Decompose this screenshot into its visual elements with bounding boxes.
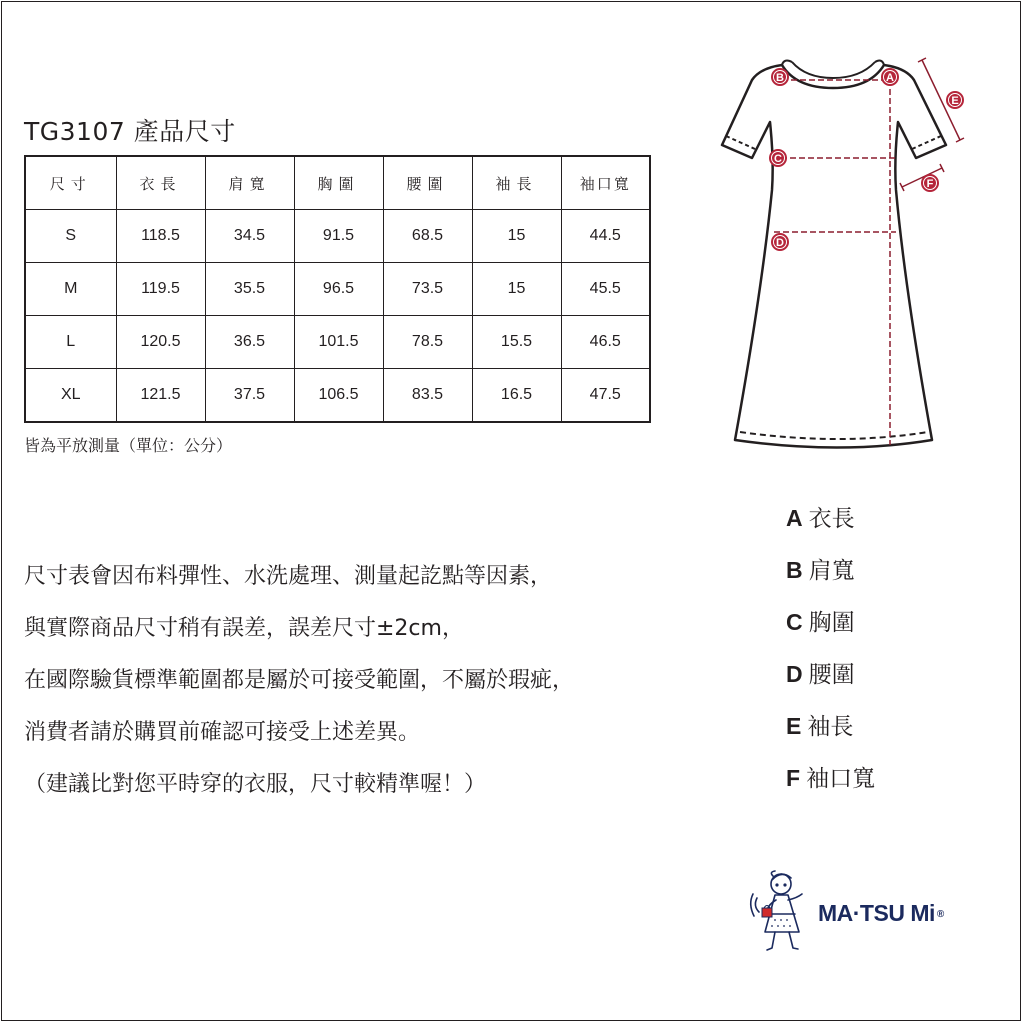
marker-f bbox=[922, 175, 938, 191]
marker-f-label: F bbox=[926, 178, 934, 190]
marker-a bbox=[882, 69, 898, 85]
table-cell: 91.5 bbox=[294, 210, 383, 263]
legend-letter: D bbox=[786, 661, 803, 687]
legend-label: 胸圍 bbox=[808, 610, 855, 636]
marker-a-label: A bbox=[886, 72, 894, 84]
table-header-row bbox=[25, 156, 650, 210]
table-cell: 68.5 bbox=[383, 210, 472, 263]
table-cell: 44.5 bbox=[561, 210, 650, 263]
table-cell: 83.5 bbox=[383, 369, 472, 423]
header-size: 尺寸 bbox=[25, 156, 116, 210]
dress-outline bbox=[722, 65, 946, 448]
table-cell: 96.5 bbox=[294, 263, 383, 316]
header-chest: 胸圍 bbox=[294, 156, 383, 210]
marker-b-label: B bbox=[776, 72, 784, 84]
disclaimer-line: 消費者請於購買前確認可接受上述差異。 bbox=[24, 720, 421, 745]
table-cell: 119.5 bbox=[116, 263, 205, 316]
table-cell: 34.5 bbox=[205, 210, 294, 263]
table-cell: 16.5 bbox=[472, 369, 561, 423]
table-cell: 35.5 bbox=[205, 263, 294, 316]
legend-letter: C bbox=[786, 609, 803, 635]
marker-e bbox=[947, 92, 963, 108]
table-cell: 15.5 bbox=[472, 316, 561, 369]
table-cell: 37.5 bbox=[205, 369, 294, 423]
table-cell: 47.5 bbox=[561, 369, 650, 423]
legend-label: 袖口寬 bbox=[806, 766, 876, 792]
legend-letter: E bbox=[786, 713, 802, 739]
disclaimer-text bbox=[24, 558, 724, 818]
table-cell: XL bbox=[25, 369, 116, 423]
disclaimer-line: （建議比對您平時穿的衣服，尺寸較精準喔！） bbox=[24, 772, 487, 797]
table-cell: 46.5 bbox=[561, 316, 650, 369]
header-sleeve-length: 袖長 bbox=[472, 156, 561, 210]
legend-item-e bbox=[786, 706, 875, 758]
table-cell: 78.5 bbox=[383, 316, 472, 369]
brand-name: MA·TSU Mi bbox=[818, 900, 935, 926]
legend-label: 腰圍 bbox=[808, 662, 855, 688]
legend-item-a bbox=[786, 498, 875, 550]
legend bbox=[786, 498, 875, 810]
dress-neckline bbox=[792, 62, 875, 78]
marker-b bbox=[772, 69, 788, 85]
header-waist: 腰圍 bbox=[383, 156, 472, 210]
table-cell: 73.5 bbox=[383, 263, 472, 316]
header-length: 衣長 bbox=[116, 156, 205, 210]
table-cell: 120.5 bbox=[116, 316, 205, 369]
page-title: TG3107 產品尺寸 bbox=[24, 117, 236, 146]
legend-letter: F bbox=[786, 765, 801, 791]
table-cell: L bbox=[25, 316, 116, 369]
table-cell: 15 bbox=[472, 210, 561, 263]
table-cell: 101.5 bbox=[294, 316, 383, 369]
legend-label: 肩寬 bbox=[808, 558, 855, 584]
table-cell: 118.5 bbox=[116, 210, 205, 263]
legend-item-b bbox=[786, 550, 875, 602]
brand-mascot-icon bbox=[745, 868, 815, 958]
registered-mark: ® bbox=[936, 909, 944, 921]
table-cell: 45.5 bbox=[561, 263, 650, 316]
disclaimer-line: 尺寸表會因布料彈性、水洗處理、測量起訖點等因素， bbox=[24, 564, 553, 589]
dress-diagram bbox=[700, 40, 980, 460]
table-row bbox=[25, 369, 650, 423]
table-cell: S bbox=[25, 210, 116, 263]
table-cell: 106.5 bbox=[294, 369, 383, 423]
legend-label: 衣長 bbox=[808, 506, 855, 532]
marker-c bbox=[770, 150, 786, 166]
disclaimer-line: 在國際驗貨標準範圍都是屬於可接受範圍，不屬於瑕疵， bbox=[24, 668, 575, 693]
table-cell: M bbox=[25, 263, 116, 316]
header-shoulder: 肩寬 bbox=[205, 156, 294, 210]
legend-letter: A bbox=[786, 505, 803, 531]
header-cuff-width: 袖口寬 bbox=[561, 156, 650, 210]
legend-label: 袖長 bbox=[807, 714, 854, 740]
legend-item-c bbox=[786, 602, 875, 654]
table-row bbox=[25, 210, 650, 263]
marker-d bbox=[772, 234, 788, 250]
table-cell: 36.5 bbox=[205, 316, 294, 369]
brand-logo bbox=[818, 900, 944, 927]
table-row bbox=[25, 316, 650, 369]
marker-e-label: E bbox=[951, 95, 959, 107]
size-table bbox=[24, 155, 651, 423]
disclaimer-line: 與實際商品尺寸稍有誤差，誤差尺寸±2cm， bbox=[24, 616, 464, 641]
table-row bbox=[25, 263, 650, 316]
legend-letter: B bbox=[786, 557, 803, 583]
marker-d-label: D bbox=[776, 237, 784, 249]
legend-item-d bbox=[786, 654, 875, 706]
measurement-note: 皆為平放測量（單位：公分） bbox=[24, 436, 233, 455]
marker-c-label: C bbox=[774, 153, 782, 165]
table-cell: 15 bbox=[472, 263, 561, 316]
table-cell: 121.5 bbox=[116, 369, 205, 423]
legend-item-f bbox=[786, 758, 875, 810]
